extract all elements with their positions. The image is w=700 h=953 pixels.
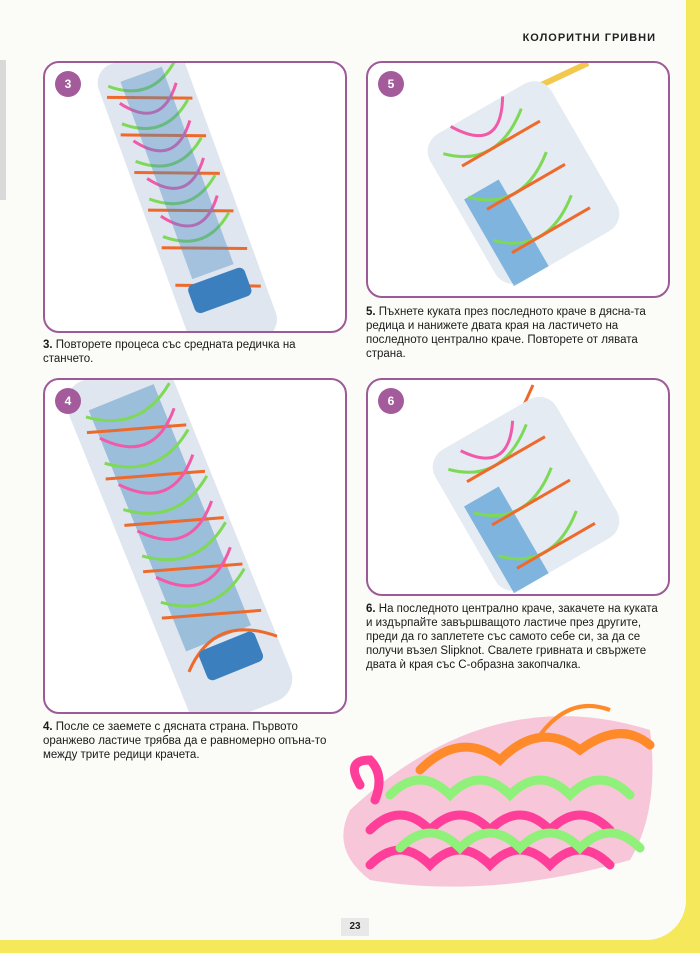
step-badge-3: 3 <box>55 71 81 97</box>
photo-step-5 <box>366 61 670 298</box>
caption-step-5: 5. Пъхнете куката през последното краче в дясна-та редица и нанижете двата края на ластичето на последното централно краче. Повторете от лявата страна. <box>366 306 646 360</box>
photo-step-6 <box>366 378 670 596</box>
loom-photo-3 <box>45 63 345 331</box>
page-number: 23 <box>341 918 369 936</box>
photo-step-3 <box>43 61 347 333</box>
photo-step-4 <box>43 378 347 714</box>
loom-photo-6 <box>368 380 668 594</box>
loom-photo-4 <box>45 380 345 712</box>
step-badge-6: 6 <box>378 388 404 414</box>
step-badge-5: 5 <box>378 71 404 97</box>
finished-bracelet-image <box>330 690 670 910</box>
loom-photo-5 <box>368 63 668 296</box>
page-header: КОЛОРИТНИ ГРИВНИ <box>522 32 656 44</box>
caption-step-6: 6. На последното централно краче, закачете на куката и издърпайте завършващото ластиче през другите, преди да го заплетете със самото себе си, за да се получи възел Slipknot. Свалете гривната и свържете двата ѝ края със С-образна закопчалка. <box>366 603 658 671</box>
side-tab <box>0 60 6 200</box>
step-badge-4: 4 <box>55 388 81 414</box>
caption-step-4: 4. После се заемете с дясната страна. Първото оранжево ластиче трябва да е равномерно опъна-то между трите редици крачета. <box>43 721 327 761</box>
caption-step-3: 3. Повторете процеса със средната редичка на станчето. <box>43 339 296 365</box>
